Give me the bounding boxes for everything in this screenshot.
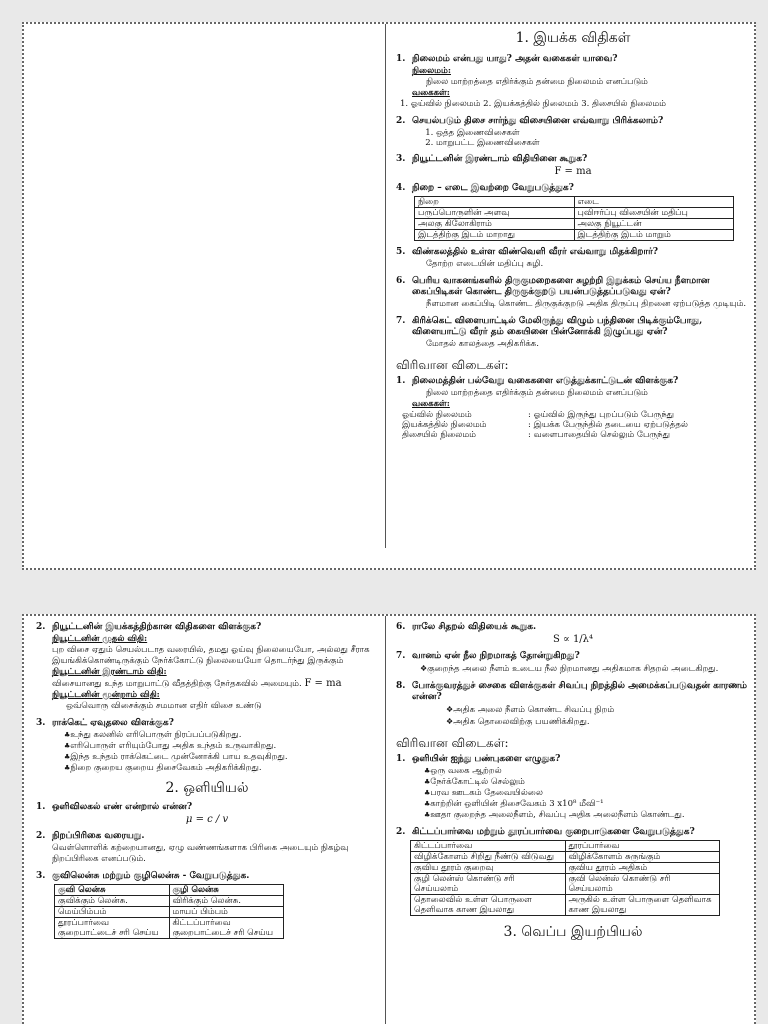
answer-text: நீளமான கைப்பிடி கொண்ட திருகுக்குறடு அதிக திருப்பு திறனை ஏற்படுத்த முடியும். bbox=[426, 299, 747, 309]
chapter-title: 2. ஒளியியல் bbox=[165, 780, 249, 796]
answer-label: நியூட்டனின் இரண்டாம் விதி: bbox=[52, 667, 167, 677]
answer-list bbox=[446, 704, 750, 728]
top-page bbox=[22, 22, 756, 570]
question-6: 6. பெரிய வாகனங்களில் திருகுமறைகளை சுழற்றி இறுக்கம் செய்ய நீளமான கைப்பிடிகள் கொண்ட திருகுக்குறடு பயன்படுத்தப்படுவது ஏன்? bbox=[396, 276, 710, 297]
table-row: குவிக்கும் லென்சு. விரிக்கும் லென்சு. bbox=[55, 896, 284, 907]
table-row: மெய்பிம்பம் மாயப் பிம்பம் bbox=[55, 907, 284, 918]
chapter-title: 3. வெப்ப இயற்பியல் bbox=[503, 924, 643, 940]
table-header: நிறை bbox=[415, 197, 575, 208]
formula: F = ma bbox=[304, 678, 342, 689]
question-1: 1. நிலைமம் என்பது யாது? அதன் வகைகள் யாவை? bbox=[396, 54, 618, 64]
types-list: ஓய்வில் நிலைமம் : ஓய்வில் இருந்து புறப்படும் பேருந்து இயக்கத்தில் நிலைமம் : இயக்க பேருந்தில் தடையை ஏற்படுத்தல் திசையில் நிலைமம் : வளைபாதையில் செல்லும் பேருந்து bbox=[402, 410, 688, 440]
section-heading: விரிவான விடைகள்: bbox=[396, 736, 509, 750]
question-3b: 3. குவிலென்சு மற்றும் குழிலென்சு - வேறுபடுத்துக. bbox=[36, 871, 250, 881]
table-header: கிட்டப்பார்வை bbox=[411, 841, 566, 852]
question-1: 1. ஒளிவிலகல் எண் என்றால் என்ன? bbox=[36, 802, 193, 812]
answer-text: விசையானது உந்த மாறுபாட்டு வீதத்திற்கு நேர்தகவில் அமையும். F = ma bbox=[52, 678, 342, 689]
answer-label: நியூட்டனின் மூன்றாம் விதி: bbox=[52, 690, 160, 700]
list-item: ♣ ஊதா குறைந்த அலைநீளம், சிவப்பு அதிக அலைநீளம் கொண்டது. bbox=[424, 810, 750, 821]
answer-text: 1. ஓய்வில் நிலைமம் 2. இயக்கத்தில் நிலைமம் 3. திசையில் நிலைமம் bbox=[400, 99, 667, 109]
list-item: ♣ ஒரு வகை ஆற்றல் bbox=[424, 766, 750, 777]
table-row: இடத்திற்கு இடம் மாறாது இடத்திற்கு இடம் மாறும் bbox=[415, 230, 734, 241]
long-question-2: 2. கிட்டப்பார்வை மற்றும் தூரப்பார்வை குறைபாடுகளை வேறுபடுத்துக? bbox=[396, 827, 695, 837]
table-row: தூரப்பார்வை குறைபாட்டைச் சரி செய்ய கிட்டப்பார்வை குறைபாட்டைச் சரி செய்ய bbox=[55, 918, 284, 939]
question-2b: 2. நிறப்பிரிகை வரையறு. bbox=[36, 831, 145, 841]
answer-label: வகைகள்: bbox=[412, 88, 450, 98]
list-item: 2. மாறுபட்ட இணைவிசைகள் bbox=[436, 138, 750, 148]
formula: S ∝ 1/λ⁴ bbox=[552, 634, 594, 645]
table-row: அலகு கிலோகிராம் அலகு நியூட்டன் bbox=[415, 219, 734, 230]
list-item: ❖ அதிக அலை நீளம் கொண்ட சிவப்பு நிறம் bbox=[446, 704, 750, 716]
answer-label: நிலைமம்: bbox=[412, 66, 451, 76]
bottom-right-column bbox=[386, 616, 756, 1024]
question-7: 7. வானம் ஏன் நீல நிறமாகத் தோன்றுகிறது? bbox=[396, 651, 580, 661]
answer-label: நியூட்டனின் முதல் விதி: bbox=[52, 634, 148, 644]
answer-list bbox=[424, 766, 750, 821]
list-item: ♣ பரவ ஊடகம் தேவையில்லை bbox=[424, 788, 750, 799]
answer-text: ஒவ்வொரு விசைக்கும் சமமான எதிர் விசை உண்டு bbox=[66, 701, 262, 711]
question-7: 7. கிரிக்கெட் விளையாட்டில் மேலிருந்து விழும் பந்தினை பிடிக்கும்போது, விளையாட்டு வீரர் தம் கையினை பின்னோக்கி இழுப்பது ஏன்? bbox=[396, 316, 703, 337]
list-item: ♣ நேர்க்கோட்டில் செல்லும் bbox=[424, 777, 750, 788]
mass-weight-table bbox=[414, 196, 734, 241]
answer-list bbox=[420, 663, 750, 675]
answer-text: தோற்ற எடையின் மதிப்பு சுழி. bbox=[426, 259, 544, 269]
answer-label: வகைகள்: bbox=[412, 399, 450, 409]
lens-table bbox=[54, 884, 284, 939]
vision-table bbox=[410, 840, 720, 916]
long-question-1: 1. ஒளியின் ஐந்து பண்புகளை எழுதுக? bbox=[396, 754, 561, 764]
question-5: 5. விண்கலத்தில் உள்ள விண்வெளி வீரர் எவ்வாறு மிதக்கிறார்? bbox=[396, 247, 659, 257]
formula: F = ma bbox=[554, 166, 592, 177]
question-2: 2. நியூட்டனின் இயக்கத்திற்கான விதிகளை விளக்குக? bbox=[36, 622, 262, 632]
answer-text: புற விசை ஏதும் செயல்படாத வரையில், தமது ஓய்வு நிலையையோ, அல்லது சீராக இயங்கிக்கொண்டிருக்கும் நேர்க்கோட்டு நிலையையோ தொடர்ந்து இருக்கும் bbox=[52, 645, 370, 666]
bottom-left-column bbox=[24, 616, 386, 1024]
chapter-title: 1. இயக்க விதிகள் bbox=[515, 30, 631, 46]
section-heading: விரிவான விடைகள்: bbox=[396, 358, 509, 372]
question-3: 3. நியூட்டனின் இரண்டாம் விதியினை கூறுக? bbox=[396, 154, 588, 164]
list-item: ♣ இந்த உந்தம் ராக்கெட்டை முன்னோக்கி பாய உதவுகிறது. bbox=[64, 752, 378, 763]
question-8: 8. போக்குவரத்துச் சைகை விளக்குகள் சிவப்பு நிறத்தில் அமைக்கப்படுவதன் காரணம் என்ன? bbox=[396, 681, 747, 702]
list-item: ♣ உந்து கலனில் எரிபொருள் நிரப்பப்படுகிறது. bbox=[64, 730, 378, 741]
answer-text: வெள்ளொளிக் கற்றையானது, ஏழு வண்ணங்களாக பிரிகை அடையும் நிகழ்வு நிறப்பிரிகை எனப்படும். bbox=[52, 843, 349, 864]
list-item: ❖ அதிக தொலைவிற்கு பயணிக்கிறது. bbox=[446, 716, 750, 728]
question-6: 6. ராலே சிதறல் விதியைக் கூறுக. bbox=[396, 622, 537, 632]
question-2: 2. செயல்படும் திசை சார்ந்து விசையினை எவ்வாறு பிரிக்கலாம்? bbox=[396, 116, 664, 126]
table-header: எடை bbox=[574, 197, 734, 208]
table-header: குவி லென்சு bbox=[55, 885, 170, 896]
list-item: 1. ஒத்த இணைவிசைகள் bbox=[436, 128, 750, 138]
answer-text: நிலை மாற்றத்தை எதிர்க்கும் தன்மை நிலைமம் எனப்படும் bbox=[426, 77, 648, 87]
question-4: 4. நிறை – எடை இவற்றை வேறுபடுத்துக? bbox=[396, 183, 574, 193]
list-item: ❖ குறைந்த அலை நீளம் உடைய நீல நிறமானது அதிகமாக சிதறல் அடைகிறது. bbox=[420, 663, 750, 675]
answer-list bbox=[424, 128, 750, 148]
answer-text: நிலை மாற்றத்தை எதிர்க்கும் தன்மை நிலைமம் எனப்படும் bbox=[426, 388, 648, 398]
list-item: ♣ காற்றின் ஒளியின் திசைவேகம் 3 x10⁸ மீவி⁻¹ bbox=[424, 799, 750, 810]
long-question-1: 1. நிலைமத்தின் பல்வேறு வகைகளை எடுத்துக்காட்டுடன் விளக்குக? bbox=[396, 376, 679, 386]
list-item: ♣ எரிபொருள் எரியும்போது அதிக உந்தம் உருவாகிறது. bbox=[64, 741, 378, 752]
table-row: விழிக்கோளம் சிறிது நீண்டு விடுவது விழிக்கோளம் சுருங்கும் bbox=[411, 852, 720, 863]
bottom-page bbox=[22, 614, 756, 1024]
table-row: தொலைவில் உள்ள பொருளை தெளிவாக காண இயலாது அருகில் உள்ள பொருளை தெளிவாக காண இயலாது bbox=[411, 895, 720, 916]
table-header: தூரப்பார்வை bbox=[565, 841, 720, 852]
question-3: 3. ராக்கெட் ஏவுதலை விளக்குக? bbox=[36, 718, 174, 728]
table-header: குழி லென்சு bbox=[169, 885, 284, 896]
top-right-column bbox=[386, 24, 756, 568]
formula: μ = c / v bbox=[185, 814, 229, 825]
list-item: ♣ நிறை குறைய குறைய திசைவேகம் அதிகரிக்கிறது. bbox=[64, 763, 378, 774]
answer-text: மோதல் காலத்தை அதிகரிக்க. bbox=[426, 339, 539, 349]
answer-list bbox=[64, 730, 378, 774]
table-row: பருப்பொருளின் அளவு புவிஈர்ப்பு விசையின் மதிப்பு bbox=[415, 208, 734, 219]
table-row: குழி லென்ஸ் கொண்டு சரி செய்யலாம் குவி லென்ஸ் கொண்டு சரி செய்யலாம் bbox=[411, 874, 720, 895]
table-row: குவிய தூரம் குறைவு குவிய தூரம் அதிகம் bbox=[411, 863, 720, 874]
